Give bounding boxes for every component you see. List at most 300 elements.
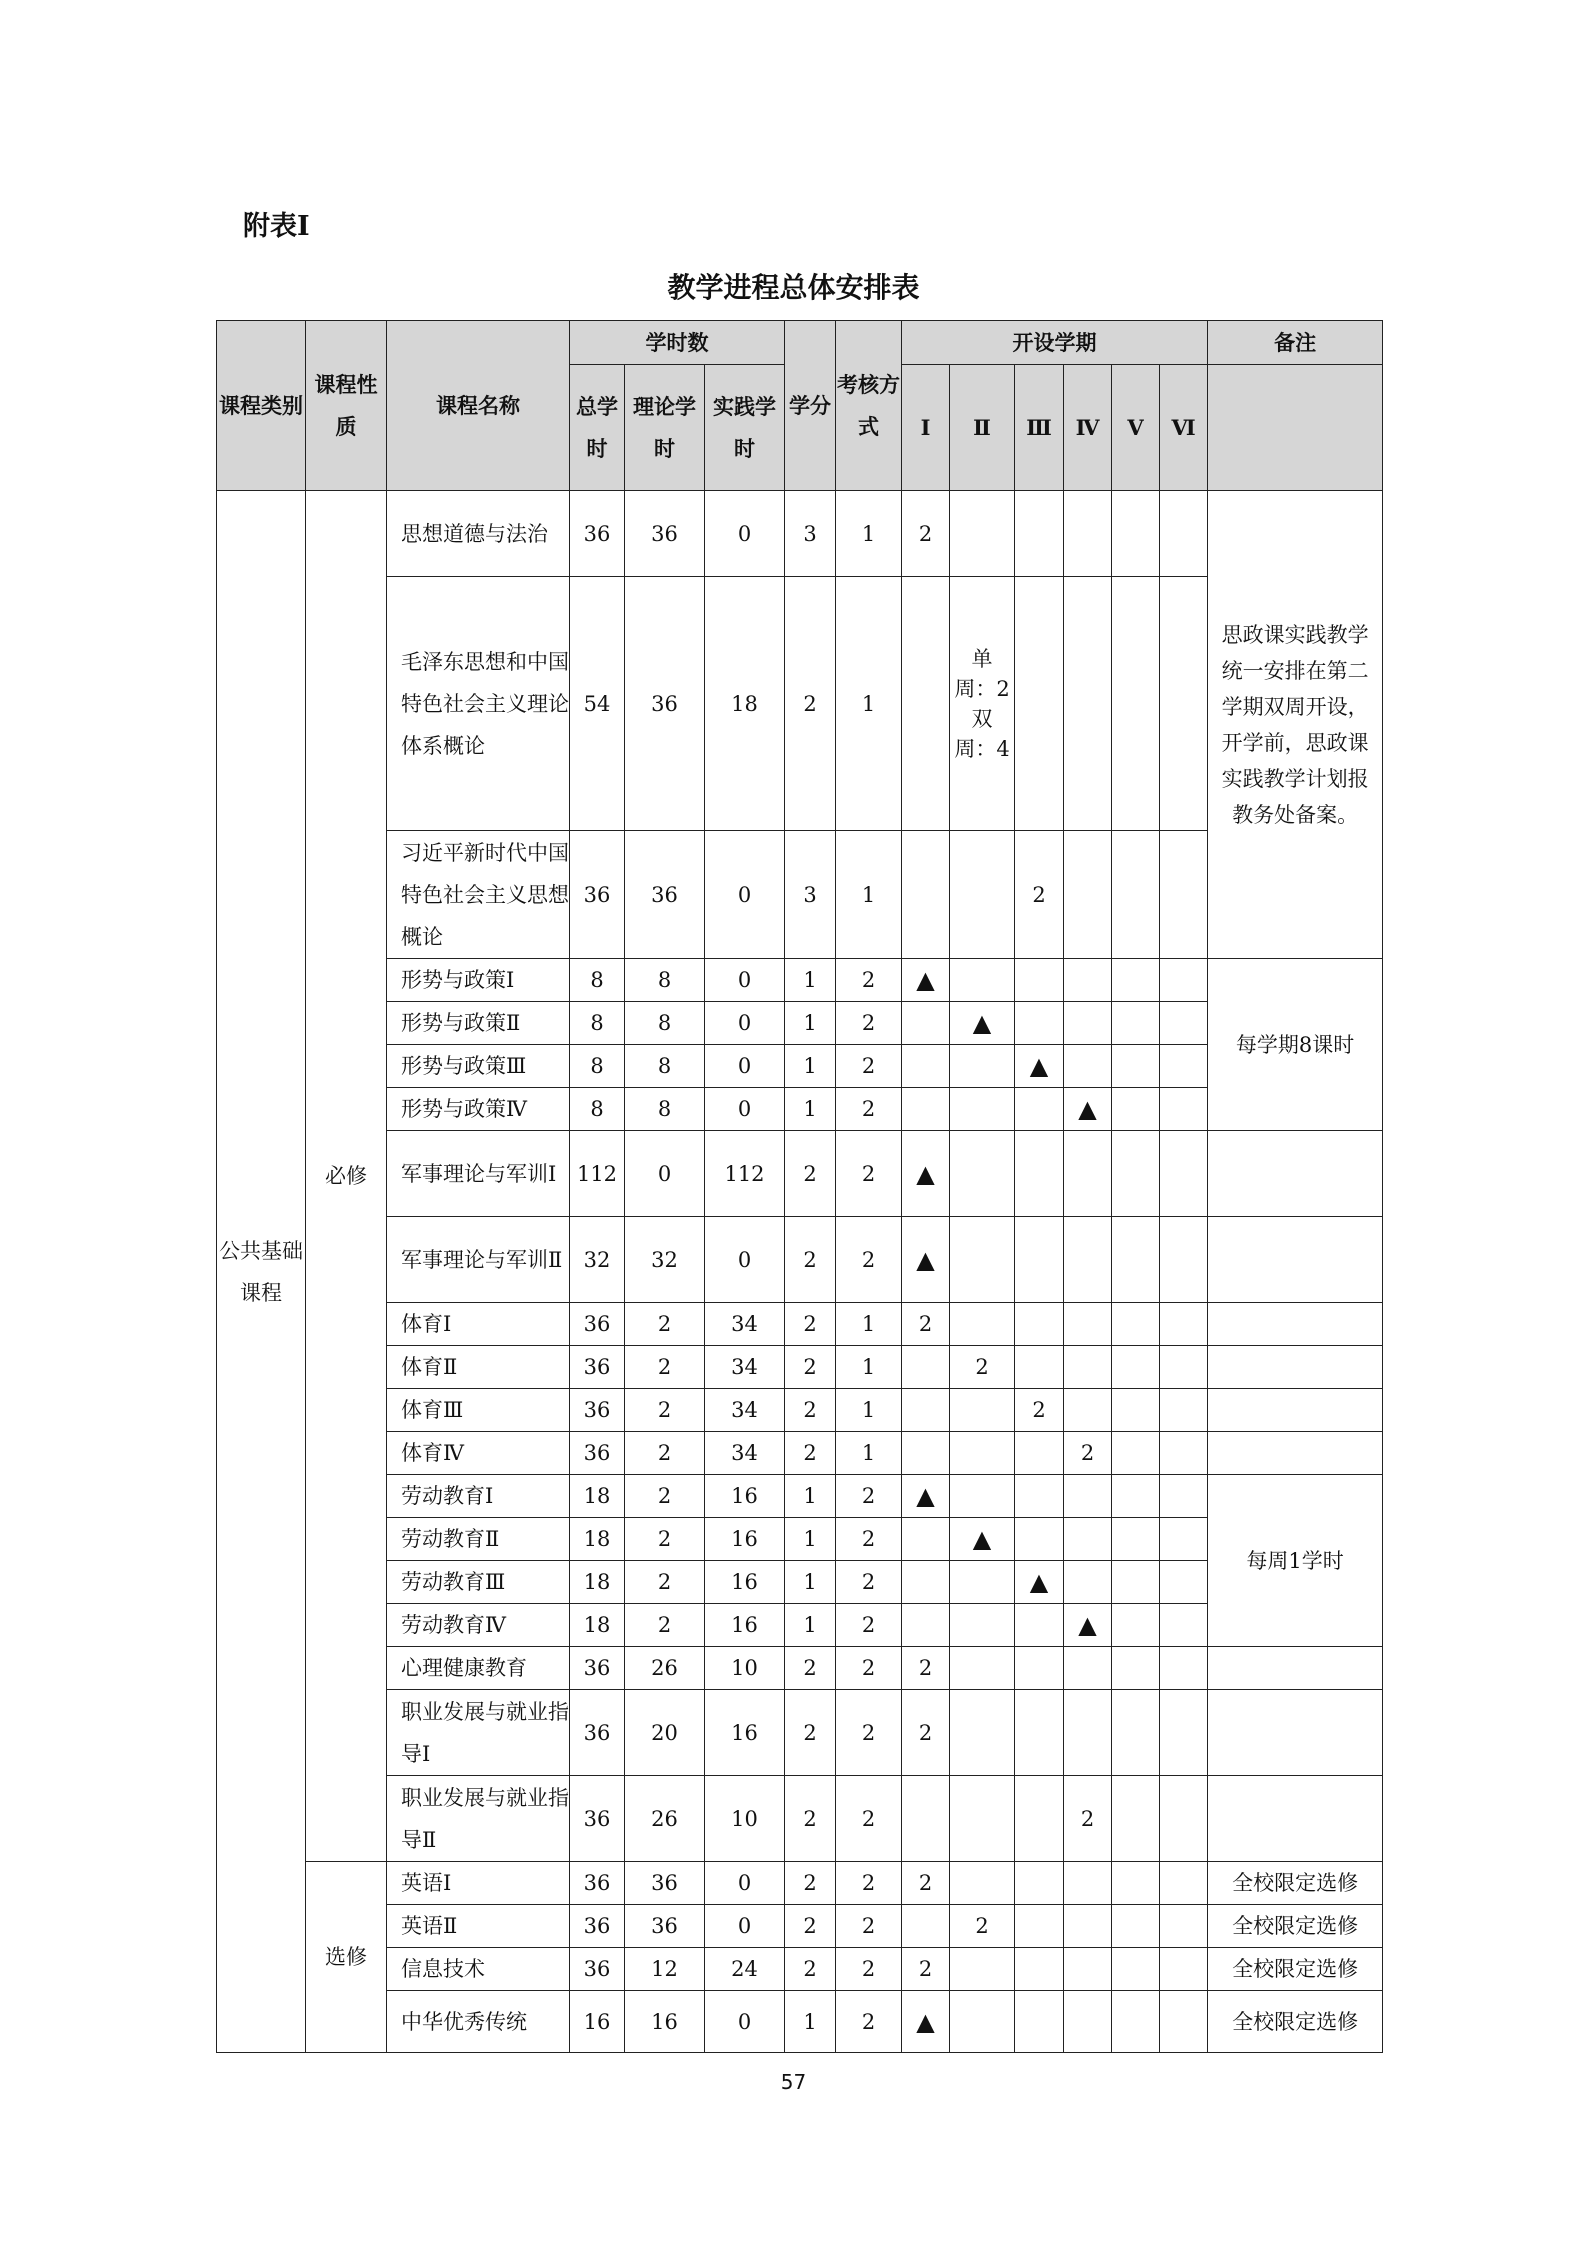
table-row [217,1991,1383,2053]
required-nature-cell: 必修 [306,491,387,1862]
exam-method-cell: 2 [836,1131,902,1217]
semester-4-cell [1064,1217,1112,1303]
semester-5-cell [1112,1776,1160,1862]
header-sem-2: Ⅱ [950,365,1015,491]
credit-cell: 2 [785,1776,836,1862]
semester-1-cell: ▲ [902,1217,950,1303]
remarks-blank-cell [1208,1131,1383,1217]
exam-method-cell: 2 [836,1862,902,1905]
theory-hours-cell: 16 [625,1991,705,2053]
semester-1-cell [902,1045,950,1088]
semester-5-cell [1112,1862,1160,1905]
appendix-label: 附表Ⅰ [243,211,310,242]
semester-6-cell [1160,1303,1208,1346]
total-hours-cell: 18 [570,1561,625,1604]
semester-4-cell [1064,1303,1112,1346]
semester-3-cell: 2 [1015,831,1064,959]
course-name-cell: 劳动教育Ⅰ [387,1475,570,1518]
semester-5-cell [1112,1905,1160,1948]
semester-1-cell [902,1905,950,1948]
course-name-cell: 形势与政策Ⅰ [387,959,570,1002]
header-sem-3: Ⅲ [1015,365,1064,491]
semester-1-cell: ▲ [902,1475,950,1518]
semester-3-cell [1015,1948,1064,1991]
total-hours-cell: 112 [570,1131,625,1217]
semester-3-cell [1015,959,1064,1002]
semester-6-cell [1160,491,1208,577]
theory-hours-cell: 2 [625,1303,705,1346]
semester-1-cell [902,1561,950,1604]
semester-3-cell [1015,1862,1064,1905]
semester-1-cell: ▲ [902,1131,950,1217]
semester-5-cell [1112,1088,1160,1131]
semester-3-cell [1015,1690,1064,1776]
semester-6-cell [1160,577,1208,831]
course-name-cell: 职业发展与就业指导Ⅰ [387,1690,570,1776]
teaching-schedule-table [216,320,1383,2053]
total-hours-cell: 36 [570,1432,625,1475]
remarks-blank-cell [1208,1647,1383,1690]
semester-2-cell [950,491,1015,577]
credit-cell: 1 [785,1475,836,1518]
semester-2-cell [950,1948,1015,1991]
credit-cell: 2 [785,1131,836,1217]
total-hours-cell: 36 [570,1905,625,1948]
semester-5-cell [1112,1303,1160,1346]
semester-5-cell [1112,1045,1160,1088]
semester-6-cell [1160,831,1208,959]
credit-cell: 2 [785,1862,836,1905]
credit-cell: 1 [785,959,836,1002]
practice-hours-cell: 10 [705,1776,785,1862]
semester-1-cell: 2 [902,491,950,577]
practice-hours-cell: 0 [705,1862,785,1905]
theory-hours-cell: 2 [625,1518,705,1561]
total-hours-cell: 18 [570,1604,625,1647]
header-sem-1: Ⅰ [902,365,950,491]
table-row [217,1303,1383,1346]
remarks-labor-cell: 每周1学时 [1208,1475,1383,1647]
semester-2-cell [950,1991,1015,2053]
semester-5-cell [1112,1475,1160,1518]
exam-method-cell: 2 [836,1045,902,1088]
table-row [217,1475,1383,1518]
practice-hours-cell: 0 [705,1088,785,1131]
remarks-elective-cell: 全校限定选修 [1208,1862,1383,1905]
credit-cell: 1 [785,1604,836,1647]
course-name-cell: 军事理论与军训Ⅰ [387,1131,570,1217]
semester-1-cell: 2 [902,1862,950,1905]
semester-2-cell [950,1561,1015,1604]
total-hours-cell: 16 [570,1991,625,2053]
practice-hours-cell: 10 [705,1647,785,1690]
practice-hours-cell: 0 [705,1045,785,1088]
semester-1-cell [902,1518,950,1561]
remarks-elective-cell: 全校限定选修 [1208,1905,1383,1948]
header-remarks: 备注 [1208,321,1383,365]
semester-4-cell [1064,1561,1112,1604]
semester-4-cell [1064,491,1112,577]
theory-hours-cell: 8 [625,1002,705,1045]
course-name-cell: 信息技术 [387,1948,570,1991]
semester-1-cell [902,1088,950,1131]
semester-4-cell [1064,1647,1112,1690]
theory-hours-cell: 36 [625,491,705,577]
semester-2-cell: 2 [950,1346,1015,1389]
semester-5-cell [1112,1002,1160,1045]
theory-hours-cell: 2 [625,1475,705,1518]
semester-4-cell: ▲ [1064,1088,1112,1131]
header-course-name: 课程名称 [387,321,570,491]
exam-method-cell: 2 [836,1604,902,1647]
semester-2-cell [950,1776,1015,1862]
course-name-cell: 形势与政策Ⅱ [387,1002,570,1045]
exam-method-cell: 1 [836,831,902,959]
elective-nature-cell: 选修 [306,1862,387,2053]
practice-hours-cell: 0 [705,491,785,577]
credit-cell: 2 [785,1389,836,1432]
semester-2-cell [950,1131,1015,1217]
credit-cell: 3 [785,831,836,959]
semester-1-cell: 2 [902,1948,950,1991]
semester-4-cell: ▲ [1064,1604,1112,1647]
credit-cell: 2 [785,1217,836,1303]
table-row [217,1862,1383,1905]
practice-hours-cell: 0 [705,959,785,1002]
semester-3-cell: ▲ [1015,1045,1064,1088]
semester-3-cell [1015,1217,1064,1303]
exam-method-cell: 1 [836,1389,902,1432]
credit-cell: 1 [785,1088,836,1131]
remarks-blank-cell [1208,1346,1383,1389]
semester-1-cell: 2 [902,1690,950,1776]
semester-4-cell: 2 [1064,1776,1112,1862]
course-name-cell: 体育Ⅰ [387,1303,570,1346]
theory-hours-cell: 8 [625,1045,705,1088]
semester-6-cell [1160,1432,1208,1475]
header-hours: 学时数 [570,321,785,365]
table-row [217,1647,1383,1690]
semester-4-cell [1064,1131,1112,1217]
total-hours-cell: 36 [570,1862,625,1905]
semester-3-cell: ▲ [1015,1561,1064,1604]
total-hours-cell: 36 [570,1346,625,1389]
semester-4-cell: 2 [1064,1432,1112,1475]
semester-3-cell [1015,1002,1064,1045]
semester-4-cell [1064,1389,1112,1432]
table-row [217,491,1383,577]
theory-hours-cell: 8 [625,959,705,1002]
credit-cell: 3 [785,491,836,577]
practice-hours-cell: 24 [705,1948,785,1991]
semester-6-cell [1160,1389,1208,1432]
table-row [217,1905,1383,1948]
semester-3-cell [1015,1088,1064,1131]
semester-5-cell [1112,1217,1160,1303]
exam-method-cell: 1 [836,577,902,831]
semester-1-cell [902,1776,950,1862]
exam-method-cell: 1 [836,491,902,577]
semester-6-cell [1160,959,1208,1002]
exam-method-cell: 2 [836,1647,902,1690]
exam-method-cell: 1 [836,1346,902,1389]
total-hours-cell: 8 [570,1002,625,1045]
credit-cell: 1 [785,1518,836,1561]
header-sem-5: Ⅴ [1112,365,1160,491]
semester-6-cell [1160,1690,1208,1776]
credit-cell: 2 [785,1905,836,1948]
credit-cell: 2 [785,1303,836,1346]
semester-6-cell [1160,1948,1208,1991]
exam-method-cell: 1 [836,1432,902,1475]
semester-4-cell [1064,1991,1112,2053]
semester-6-cell [1160,1045,1208,1088]
theory-hours-cell: 36 [625,1862,705,1905]
semester-6-cell [1160,1905,1208,1948]
semester-6-cell [1160,1475,1208,1518]
theory-hours-cell: 36 [625,1905,705,1948]
semester-2-cell [950,1303,1015,1346]
semester-2-cell [950,1647,1015,1690]
semester-2-cell: ▲ [950,1518,1015,1561]
table-row [217,1217,1383,1303]
semester-4-cell [1064,1948,1112,1991]
course-name-cell: 劳动教育Ⅲ [387,1561,570,1604]
remarks-policy-cell: 每学期8课时 [1208,959,1383,1131]
table-row [217,1690,1383,1776]
header-category: 课程类别 [217,321,306,491]
semester-4-cell [1064,1690,1112,1776]
semester-4-cell [1064,1862,1112,1905]
exam-method-cell: 2 [836,1991,902,2053]
course-name-cell: 思想道德与法治 [387,491,570,577]
header-credit: 学分 [785,321,836,491]
header-theory-hours: 理论学时 [625,365,705,491]
theory-hours-cell: 20 [625,1690,705,1776]
semester-6-cell [1160,1991,1208,2053]
semester-2-cell [950,1432,1015,1475]
course-name-cell: 心理健康教育 [387,1647,570,1690]
practice-hours-cell: 16 [705,1475,785,1518]
semester-3-cell [1015,1518,1064,1561]
course-name-cell: 体育Ⅳ [387,1432,570,1475]
course-name-cell: 劳动教育Ⅳ [387,1604,570,1647]
practice-hours-cell: 16 [705,1518,785,1561]
credit-cell: 2 [785,1432,836,1475]
semester-1-cell [902,1002,950,1045]
total-hours-cell: 36 [570,1690,625,1776]
semester-1-cell: ▲ [902,959,950,1002]
credit-cell: 1 [785,1991,836,2053]
exam-method-cell: 2 [836,1690,902,1776]
practice-hours-cell: 0 [705,1991,785,2053]
practice-hours-cell: 34 [705,1346,785,1389]
semester-2-cell: 2 [950,1905,1015,1948]
course-category-cell: 公共基础课程 [217,491,306,2053]
credit-cell: 2 [785,1948,836,1991]
remarks-blank-cell [1208,1389,1383,1432]
practice-hours-cell: 0 [705,831,785,959]
table-title: 教学进程总体安排表 [667,271,920,304]
credit-cell: 1 [785,1002,836,1045]
practice-hours-cell: 0 [705,1217,785,1303]
semester-6-cell [1160,1862,1208,1905]
theory-hours-cell: 36 [625,831,705,959]
semester-3-cell [1015,1604,1064,1647]
semester-5-cell [1112,1991,1160,2053]
exam-method-cell: 2 [836,1002,902,1045]
semester-5-cell [1112,1948,1160,1991]
semester-6-cell [1160,1604,1208,1647]
semester-2-cell [950,1088,1015,1131]
remarks-blank-cell [1208,1303,1383,1346]
credit-cell: 2 [785,1346,836,1389]
semester-2-cell [950,1045,1015,1088]
semester-1-cell [902,577,950,831]
header-nature: 课程性质 [306,321,387,491]
remarks-sizheng-cell: 思政课实践教学统一安排在第二学期双周开设，开学前，思政课实践教学计划报教务处备案。 [1208,491,1383,959]
credit-cell: 2 [785,1647,836,1690]
remarks-blank-cell [1208,1776,1383,1862]
semester-6-cell [1160,1346,1208,1389]
semester-1-cell [902,1432,950,1475]
table-row [217,959,1383,1002]
remarks-blank-cell [1208,1690,1383,1776]
semester-2-cell [950,1475,1015,1518]
semester-5-cell [1112,1518,1160,1561]
semester-4-cell [1064,577,1112,831]
practice-hours-cell: 34 [705,1389,785,1432]
total-hours-cell: 8 [570,1088,625,1131]
total-hours-cell: 18 [570,1518,625,1561]
total-hours-cell: 54 [570,577,625,831]
semester-5-cell [1112,1131,1160,1217]
theory-hours-cell: 26 [625,1647,705,1690]
semester-3-cell [1015,1131,1064,1217]
semester-6-cell [1160,1776,1208,1862]
theory-hours-cell: 2 [625,1432,705,1475]
table-row [217,1776,1383,1862]
course-name-cell: 毛泽东思想和中国特色社会主义理论体系概论 [387,577,570,831]
semester-3-cell [1015,1991,1064,2053]
semester-1-cell [902,1389,950,1432]
semester-3-cell [1015,1776,1064,1862]
total-hours-cell: 8 [570,959,625,1002]
semester-4-cell [1064,1002,1112,1045]
semester-3-cell [1015,1475,1064,1518]
semester-4-cell [1064,1905,1112,1948]
semester-5-cell [1112,577,1160,831]
semester-5-cell [1112,959,1160,1002]
practice-hours-cell: 112 [705,1131,785,1217]
total-hours-cell: 36 [570,1389,625,1432]
practice-hours-cell: 16 [705,1690,785,1776]
semester-6-cell [1160,1647,1208,1690]
semester-5-cell [1112,1647,1160,1690]
remarks-elective-cell: 全校限定选修 [1208,1991,1383,2053]
exam-method-cell: 2 [836,1475,902,1518]
remarks-blank-cell [1208,1432,1383,1475]
theory-hours-cell: 2 [625,1389,705,1432]
semester-2-cell [950,831,1015,959]
remarks-blank-cell [1208,1217,1383,1303]
semester-5-cell [1112,1561,1160,1604]
header-semester: 开设学期 [902,321,1208,365]
semester-2-cell [950,1690,1015,1776]
course-name-cell: 英语Ⅰ [387,1862,570,1905]
semester-1-cell: 2 [902,1647,950,1690]
header-total-hours: 总学时 [570,365,625,491]
semester-5-cell [1112,1389,1160,1432]
credit-cell: 2 [785,577,836,831]
semester-4-cell [1064,1045,1112,1088]
total-hours-cell: 36 [570,1303,625,1346]
total-hours-cell: 32 [570,1217,625,1303]
semester-3-cell [1015,1346,1064,1389]
semester-3-cell [1015,491,1064,577]
exam-method-cell: 2 [836,1088,902,1131]
semester-4-cell [1064,1518,1112,1561]
semester-2-cell: 单周：2双周：4 [950,577,1015,831]
theory-hours-cell: 2 [625,1561,705,1604]
semester-2-cell [950,1604,1015,1647]
header-exam: 考核方式 [836,321,902,491]
semester-1-cell [902,1346,950,1389]
semester-2-cell [950,1217,1015,1303]
course-name-cell: 军事理论与军训Ⅱ [387,1217,570,1303]
theory-hours-cell: 2 [625,1346,705,1389]
semester-2-cell [950,959,1015,1002]
course-name-cell: 职业发展与就业指导Ⅱ [387,1776,570,1862]
semester-5-cell [1112,1604,1160,1647]
theory-hours-cell: 36 [625,577,705,831]
semester-6-cell [1160,1561,1208,1604]
exam-method-cell: 2 [836,959,902,1002]
header-sem-6: Ⅵ [1160,365,1208,491]
semester-6-cell [1160,1518,1208,1561]
practice-hours-cell: 34 [705,1432,785,1475]
semester-5-cell [1112,1432,1160,1475]
course-name-cell: 形势与政策Ⅲ [387,1045,570,1088]
credit-cell: 2 [785,1690,836,1776]
semester-6-cell [1160,1217,1208,1303]
total-hours-cell: 8 [570,1045,625,1088]
theory-hours-cell: 0 [625,1131,705,1217]
semester-6-cell [1160,1002,1208,1045]
semester-3-cell [1015,1432,1064,1475]
semester-5-cell [1112,1346,1160,1389]
semester-3-cell: 2 [1015,1389,1064,1432]
table-row [217,1346,1383,1389]
theory-hours-cell: 12 [625,1948,705,1991]
course-name-cell: 劳动教育Ⅱ [387,1518,570,1561]
exam-method-cell: 2 [836,1948,902,1991]
semester-3-cell [1015,1647,1064,1690]
semester-4-cell [1064,1346,1112,1389]
remarks-elective-cell: 全校限定选修 [1208,1948,1383,1991]
course-name-cell: 习近平新时代中国特色社会主义思想概论 [387,831,570,959]
semester-6-cell [1160,1131,1208,1217]
practice-hours-cell: 16 [705,1561,785,1604]
semester-3-cell [1015,1303,1064,1346]
page-number: 57 [780,2070,807,2094]
theory-hours-cell: 26 [625,1776,705,1862]
course-name-cell: 中华优秀传统 [387,1991,570,2053]
header-sem-4: Ⅳ [1064,365,1112,491]
total-hours-cell: 36 [570,1647,625,1690]
theory-hours-cell: 32 [625,1217,705,1303]
theory-hours-cell: 2 [625,1604,705,1647]
